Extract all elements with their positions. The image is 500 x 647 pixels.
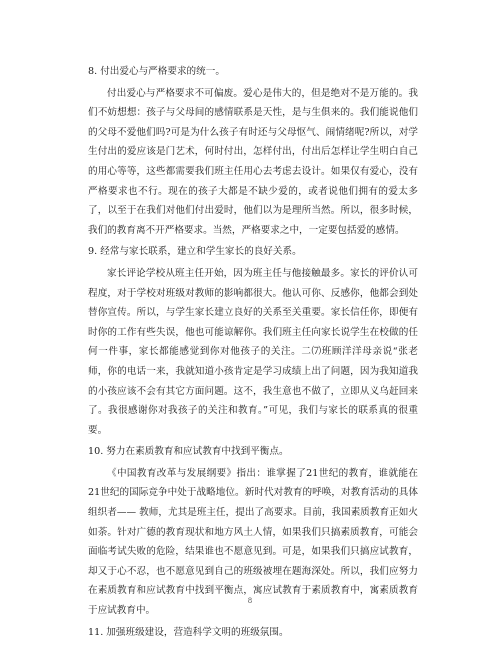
- section-heading-9: 9. 经常与家长联系，建立和学生家长的良好关系。: [88, 246, 302, 258]
- section-paragraph-9: 家长评论学校从班主任开始，因为班主任与他接触最多。家长的评价认可程度，对于学校对班级对教师的影响都很大。他认可你、反感你，他都会到处替你宣传。所以，与学生家长建立良好的关系至关重要。家长信任你，即便有时你的工作有些失误，他也可能谅解你。我们班主任向家长说学生在校做的任何一件事，家长都能感觉到你对他孩子的关注。二⑺班顾洋洋母亲说“张老师，你的电话一来，我就知道小孩肯定是学习成绩上出了问题，因为我知道我的小孩应该不会有其它方面问题。这不，我生意也不做了，立即从义乌赶回来了。我很感谢你对我孩子的关注和教育。”可见，我们与家长的联系真的很重要。: [88, 267, 418, 436]
- section-heading-11: 11. 加强班级建设，营造科学文明的班级氛围。: [88, 626, 289, 638]
- section-heading-8: 8. 付出爱心与严格要求的统一。: [88, 66, 225, 77]
- document-body: [88, 62, 418, 644]
- page-number: 8: [247, 597, 253, 605]
- section-heading-10: 10. 努力在素质教育和应试教育中找到平衡点。: [88, 446, 289, 458]
- section-paragraph-8: 付出爱心与严格要求不可偏废。爱心是伟大的，但是绝对不是万能的。我们不妨想想：孩子与父母间的感情联系是天性，是与生俱来的。我们能说他们的父母不爱他们吗?可是为什么孩子有时还与父母怄气、闹情绪呢?所以，对学生付出的爱应该是门艺术，何时付出，怎样付出，付出后怎样让学生明白自己的用心等等，这些都需要我们班主任用心去考虑去设计。如果仅有爱心，没有严格要求也不行。现在的孩子大都是不缺少爱的，或者说他们拥有的爱太多了，以至于在我们对他们付出爱时，他们以为是理所当然。所以，很多时候，我们的教育离不开严格要求。当然，严格要求之中，一定要包括爱的感情。: [88, 87, 418, 236]
- section-paragraph-10: 《中国教育改革与发展纲要》指出：谁掌握了21世纪的教育，谁就能在21世纪的国际竞争中处于战略地位。新时代对教育的呼唤，对教育活动的具体组织者—— 教师，尤其是班主任，提出了高要求。目前，我国素质教育正如火如荼。针对广德的教育现状和地方风土人情，如果我们只搞素质教育，可能会面临考试失败的危险，结果谁也不愿意见到。可是，如果我们只搞应试教育，却又于心不忍，也不愿意见到自己的班级被埋在题海深处。所以，我们应努力在素质教育和应试教育中找到平衡点，寓应试教育于素质教育中，寓素质教育于应试教育中。: [88, 467, 418, 617]
